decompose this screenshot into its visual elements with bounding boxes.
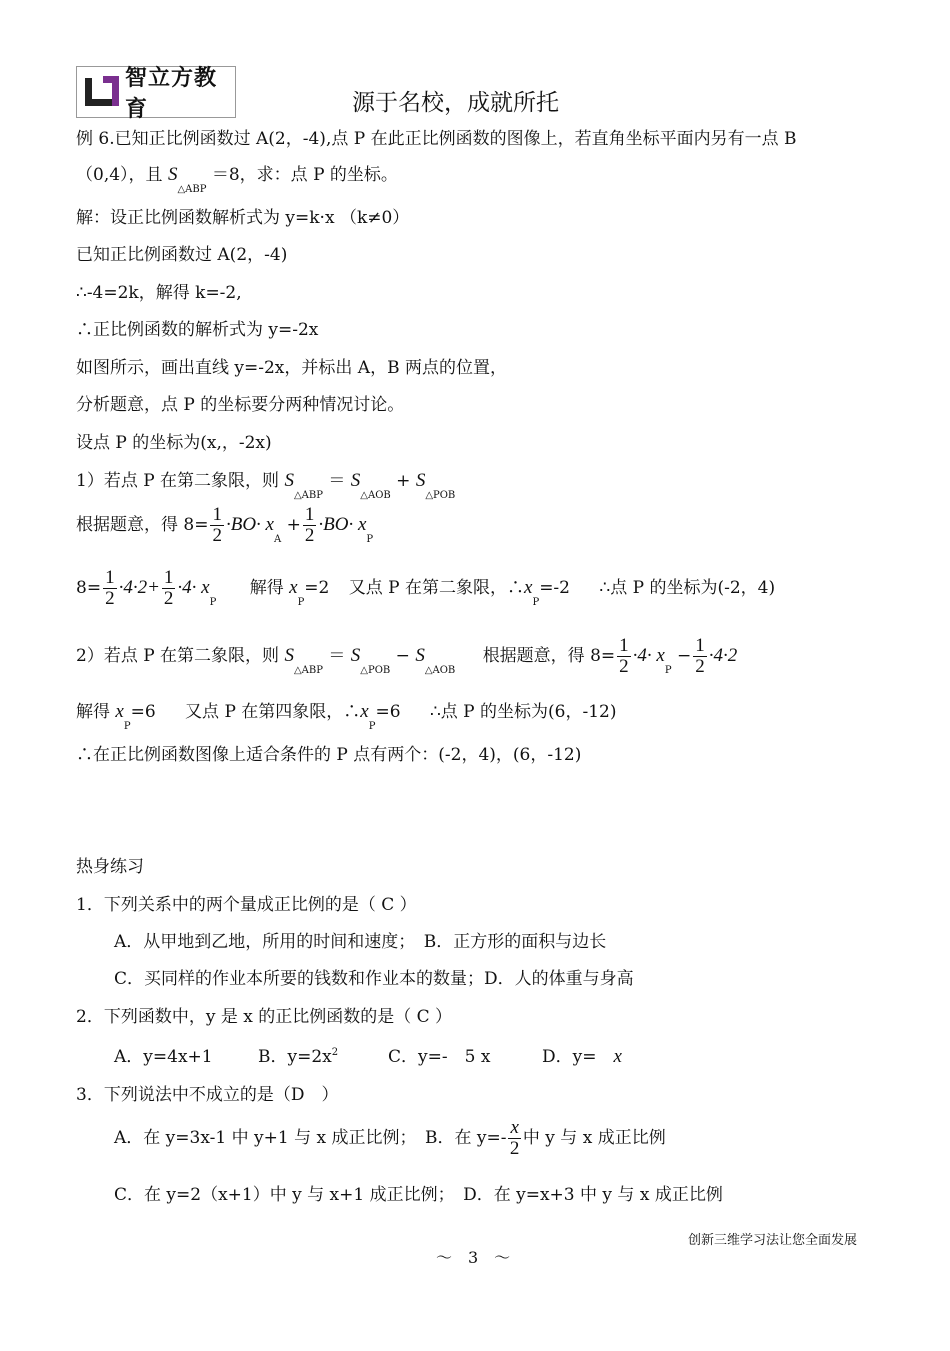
solution-line-7: 设点 P 的坐标为(x,，-2x) xyxy=(76,433,272,453)
question-1-options-cd: C．买同样的作业本所要的钱数和作业本的数量；D．人的体重与身高 xyxy=(114,969,634,989)
question-2: 2．下列函数中，y 是 x 的正比例函数的是（ C ） xyxy=(76,1007,453,1027)
solution-line-2: 已知正比例函数过 A(2，-4) xyxy=(76,245,288,265)
question-1-options-ab: A．从甲地到乙地，所用的时间和速度； B．正方形的面积与边长 xyxy=(114,932,607,952)
page-title: 源于名校，成就所托 xyxy=(352,90,559,116)
question-1: 1．下列关系中的两个量成正比例的是（ C ） xyxy=(76,895,417,915)
question-2-option-c: C．y=- 5 x xyxy=(388,1047,491,1067)
example-line-1: 例 6.已知正比例函数过 A(2，-4),点 P 在此正比例函数的图像上，若直角坐标平面内另有一点 B xyxy=(76,129,797,149)
logo-mark-icon xyxy=(81,72,125,112)
logo xyxy=(76,66,236,122)
page-number: ～ 3 ～ xyxy=(436,1248,511,1267)
question-3: 3．下列说法中不成立的是（D ） xyxy=(76,1085,339,1105)
solution-line-6: 分析题意，点 P 的坐标要分两种情况讨论。 xyxy=(76,395,405,415)
footer-slogan: 创新三维学习法让您全面发展 xyxy=(688,1233,858,1248)
logo-text: 智立方教育 xyxy=(125,66,218,122)
question-2-option-d: D．y= x xyxy=(542,1046,622,1067)
case-1-setup: 根据题意，得 8= $\frac{1}{2}$ $\cdot BO\cdot x_A$ + $\frac{1}{2}$ $\cdot BO\cdot x_P$ xyxy=(76,504,374,546)
question-2-option-b: B．$y=2x^2$ xyxy=(258,1047,339,1067)
solution-line-1: 解：设正比例函数解析式为 y=k·x （k≠0） xyxy=(76,208,410,228)
solution-line-5: 如图所示，画出直线 y=-2x，并标出 A，B 两点的位置， xyxy=(76,358,507,378)
conclusion: ∴在正比例函数图像上适合条件的 P 点有两个：(-2，4)，(6，-12) xyxy=(76,745,582,765)
solution-line-4: ∴正比例函数的解析式为 y=-2x xyxy=(76,320,319,340)
case-2-setup: 2）若点 P 在第二象限，则 $S_{\triangle ABP} = S_{\triangle POB} - S_{\triangle AOB}$ 根据题意，得 8= $\frac{1}{2}$ $\cdot 4\cdot x_P$ − $\frac{1}{2}$ ·4·2 xyxy=(76,635,738,677)
solution-line-3: ∴-4=2k，解得 k=-2, xyxy=(76,283,242,303)
case-2-solve: 解得 $x_P=6$ 又点 P 在第四象限，$\therefore x_P=6$ ∴点 P 的坐标为(6，-12) xyxy=(76,701,617,732)
case-1-area-equation: 1）若点 P 在第二象限，则 $S_{\triangle ABP} = S_{\triangle AOB} + S_{\triangle POB}$ xyxy=(76,470,456,501)
question-3-options-ab: A．在 y=3x-1 中 y+1 与 x 成正比例； B．在 y=- $\frac{x}{2}$ 中 y 与 x 成正比例 xyxy=(114,1117,666,1159)
question-3-options-cd: C．在 y=2（x+1）中 y 与 x+1 成正比例； D．在 y=x+3 中 y 与 x 成正比例 xyxy=(114,1185,723,1205)
case-1-solve: 8= $\frac{1}{2}$ ·4·2+ $\frac{1}{2}$ $\cdot 4\cdot x_P$ 解得 $x_P=2$ 又点 P 在第二象限，$\therefore x_P=-2$ ∴点 P 的坐标为(-2，4) xyxy=(76,567,776,609)
warmup-heading: 热身练习 xyxy=(76,857,144,877)
example-line-2: （0,4），且 $S_{\triangle ABP} =8$，求：点 P 的坐标。 xyxy=(76,164,398,195)
question-2-option-a: A．y=4x+1 xyxy=(114,1047,213,1067)
